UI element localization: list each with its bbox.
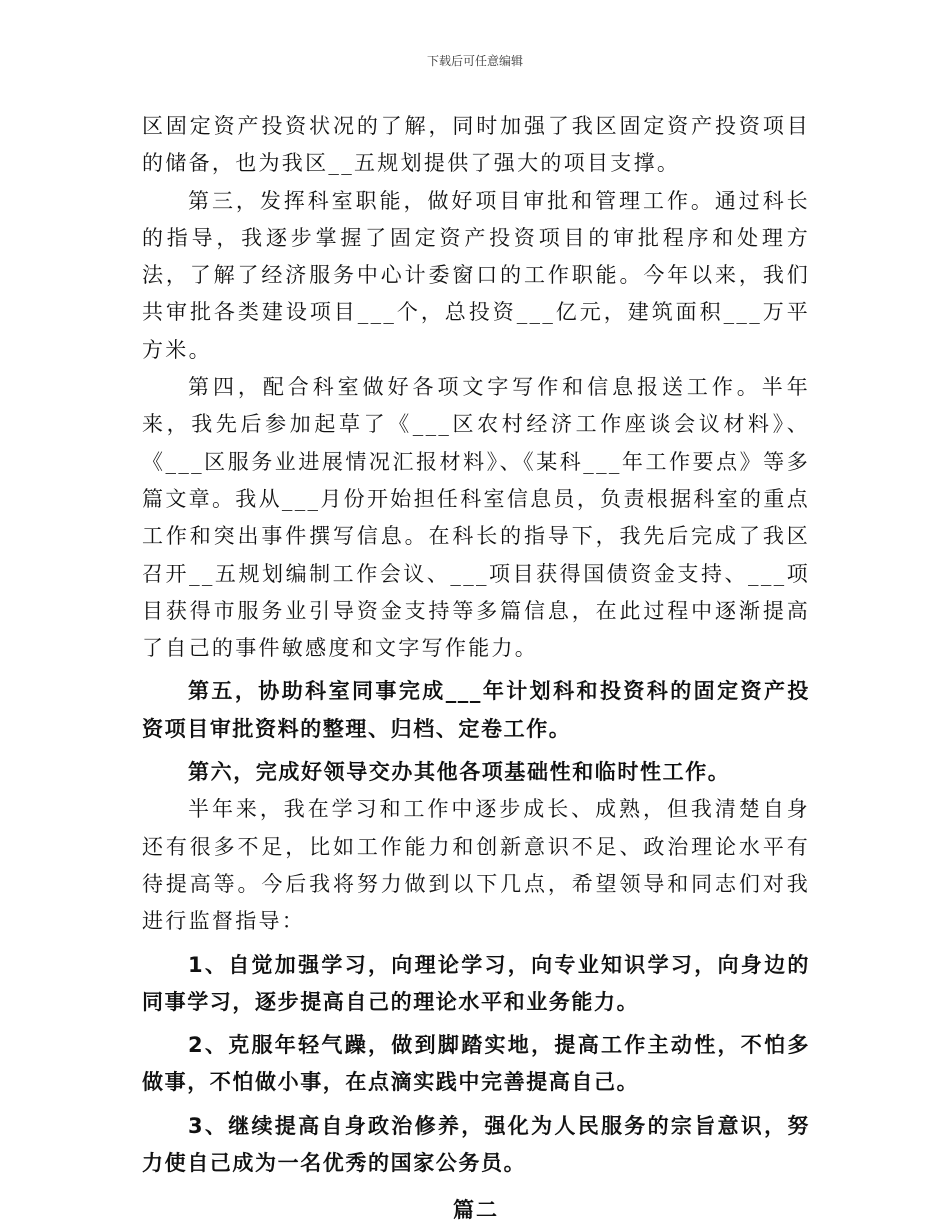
document-body bbox=[142, 108, 810, 1229]
paragraph-sixth-point: 第六，完成好领导交办其他各项基础性和临时性工作。 bbox=[188, 760, 731, 785]
page-header: 下载后可任意编辑 bbox=[426, 54, 523, 68]
section-title: 篇二 bbox=[453, 1198, 499, 1223]
list-item-2: 2、克服年轻气躁，做到脚踏实地，提高工作主动性，不怕多做事，不怕做小事，在点滴实践中完善提高自己。 bbox=[142, 1033, 810, 1095]
paragraph-summary: 半年来，我在学习和工作中逐步成长、成熟，但我清楚自身还有很多不足，比如工作能力和创新意识不足、政治理论水平有待提高等。今后我将努力做到以下几点，希望领导和同志们对我进行监督指导： bbox=[142, 797, 810, 934]
list-item-1: 1、自觉加强学习，向理论学习，向专业知识学习，向身边的同事学习，逐步提高自己的理论水平和业务能力。 bbox=[142, 952, 810, 1014]
paragraph-fourth-point: 第四，配合科室做好各项文字写作和信息报送工作。半年来，我先后参加起草了《___区农村经济工作座谈会议材料》、《___区服务业进展情况汇报材料》、《某科___年工作要点》等多篇文章。我从___月份开始担任科室信息员，负责根据科室的重点工作和突出事件撰写信息。在科长的指导下，我先后完成了我区召开__五规划编制工作会议、___项目获得国债资金支持、___项目获得市服务业引导资金支持等多篇信息，在此过程中逐渐提高了自己的事件敏感度和文字写作能力。 bbox=[142, 375, 810, 661]
paragraph-fifth-point: 第五，协助科室同事完成___年计划科和投资科的固定资产投资项目审批资料的整理、归档、定卷工作。 bbox=[142, 679, 810, 741]
paragraph-third-point: 第三，发挥科室职能，做好项目审批和管理工作。通过科长的指导，我逐步掌握了固定资产投资项目的审批程序和处理方法，了解了经济服务中心计委窗口的工作职能。今年以来，我们共审批各类建设项目___个，总投资___亿元，建筑面积___万平方米。 bbox=[142, 188, 810, 362]
paragraph-continuation: 区固定资产投资状况的了解，同时加强了我区固定资产投资项目的储备，也为我区__五规划提供了强大的项目支撑。 bbox=[142, 114, 810, 176]
list-item-3: 3、继续提高自身政治修养，强化为人民服务的宗旨意识，努力使自己成为一名优秀的国家公务员。 bbox=[142, 1113, 810, 1176]
